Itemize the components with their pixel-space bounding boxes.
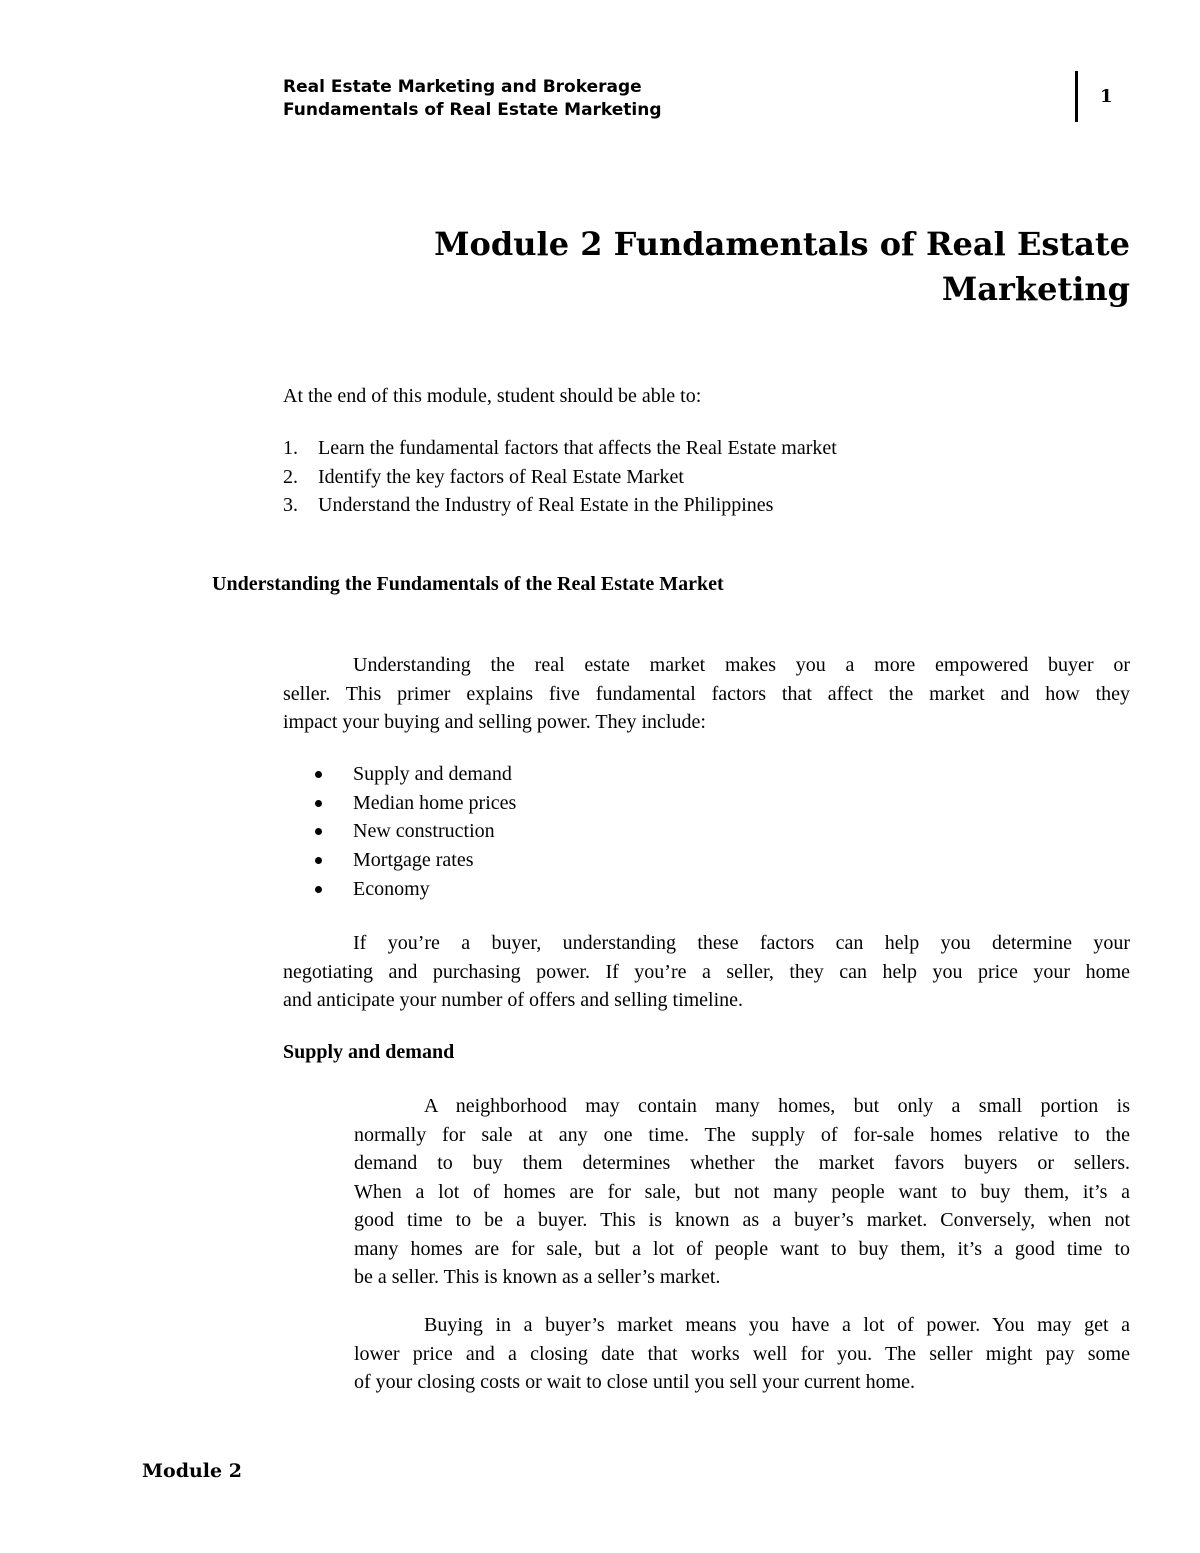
paragraph-line: negotiating and purchasing power. If you’re a seller, they can help you price your home [283,960,1130,983]
bullet-icon [315,800,322,807]
paragraph-line: good time to be a buyer. This is known as a buyer’s market. Conversely, when not [354,1209,1130,1231]
paragraph-line: A neighborhood may contain many homes, but only a small portion is [424,1095,1130,1117]
supply-demand-paragraph-2 [354,1311,1130,1397]
header-divider [1075,71,1078,122]
section-heading: Understanding the Fundamentals of the Real Estate Market [212,573,724,595]
list-item-text: Economy [353,877,430,900]
paragraph-line: lower price and a closing date that works well for you. The seller might pay some [354,1342,1130,1365]
list-item-number: 1. [283,437,298,459]
list-item [283,434,837,463]
list-item-text: Understand the Industry of Real Estate in the Philippines [318,494,774,516]
page-title-line-1: Module 2 Fundamentals of Real Estate [434,225,1130,263]
intro-paragraph [283,651,1130,737]
buyer-seller-paragraph [283,929,1130,1015]
paragraph-line: be a seller. This is known as a seller’s market. [354,1266,721,1288]
bullet-icon [315,771,322,778]
supply-demand-paragraph-1 [354,1092,1130,1292]
paragraph-line: many homes are for sale, but a lot of people want to buy them, it’s a good time to [354,1237,1130,1260]
list-item [283,817,516,846]
paragraph-line: If you’re a buyer, understanding these factors can help you determine your [353,932,1130,954]
objectives-intro: At the end of this module, student should be able to: [283,385,702,407]
list-item-number: 3. [283,494,298,516]
paragraph-line: and anticipate your number of offers and selling timeline. [283,989,744,1011]
page-title [434,222,1130,312]
list-item [283,760,516,789]
list-item-text: Median home prices [353,791,517,814]
list-item [283,491,837,520]
bullet-icon [315,828,322,835]
list-item-text: Learn the fundamental factors that affects the Real Estate market [318,437,837,459]
list-item-number: 2. [283,465,298,488]
paragraph-line: normally for sale at any one time. The supply of for-sale homes relative to the [354,1123,1130,1146]
paragraph-line: demand to buy them determines whether the market favors buyers or sellers. [354,1152,1130,1174]
list-item [283,789,516,818]
factors-list [283,760,516,904]
paragraph-line: seller. This primer explains five fundamental factors that affect the market and how they [283,682,1130,705]
header-course-title: Real Estate Marketing and Brokerage [283,77,642,97]
list-item [283,463,837,492]
paragraph-line: of your closing costs or wait to close until you sell your current home. [354,1371,916,1393]
paragraph-line: When a lot of homes are for sale, but not many people want to buy them, it’s a [354,1180,1130,1203]
paragraph-line: Understanding the real estate market makes you a more empowered buyer or [353,654,1130,676]
list-item [283,875,516,904]
paragraph-line: impact your buying and selling power. They include: [283,711,706,733]
subsection-heading: Supply and demand [283,1041,455,1063]
list-item-text: Supply and demand [353,763,512,785]
list-item-text: Mortgage rates [353,849,474,872]
bullet-icon [315,857,322,864]
objectives-list [283,434,837,520]
page-title-line-2: Marketing [941,270,1130,308]
list-item-text: New construction [353,820,495,843]
paragraph-line: Buying in a buyer’s market means you have a lot of power. You may get a [424,1314,1130,1336]
bullet-icon [315,886,322,893]
page-number: 1 [1100,86,1113,107]
list-item-text: Identify the key factors of Real Estate Market [318,465,684,488]
header-subtitle: Fundamentals of Real Estate Marketing [283,100,662,120]
page-footer: Module 2 [142,1460,242,1482]
list-item [283,846,516,875]
